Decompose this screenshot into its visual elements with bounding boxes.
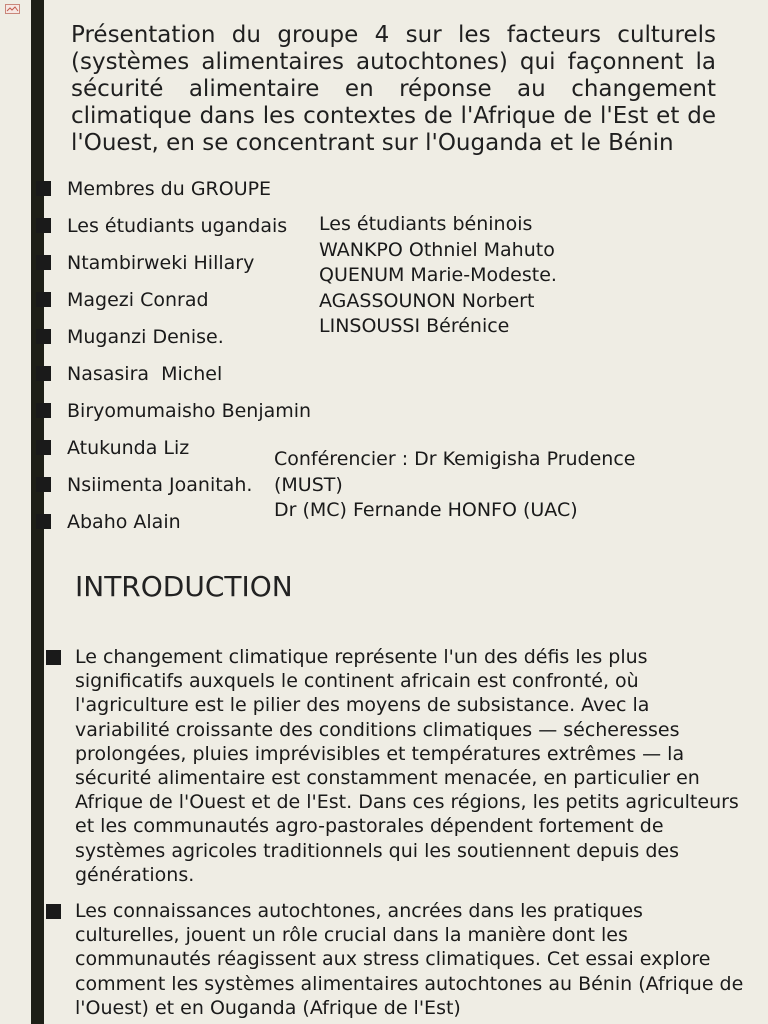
square-bullet-icon xyxy=(36,292,51,307)
lecturers-block xyxy=(274,447,635,524)
intro-paragraph-text: Les connaissances autochtones, ancrées dans les pratiques culturelles, jouent un rôle crucial dans la manière dont les communautés réagissent aux stress climatiques. Cet essai explore comment les systèmes alimentaires autochtones au Bénin (Afrique de l'Ouest) et en Ouganda (Afrique de l'Est) xyxy=(75,900,744,1019)
intro-paragraph xyxy=(46,899,746,1020)
square-bullet-icon xyxy=(36,514,51,529)
list-item-label: Membres du GROUPE xyxy=(67,177,272,200)
list-item-label: Atukunda Liz xyxy=(67,436,190,459)
benin-students-block xyxy=(319,212,557,340)
members-list xyxy=(36,170,311,540)
square-bullet-icon xyxy=(36,366,51,381)
list-item-label: Magezi Conrad xyxy=(67,288,209,311)
list-item-label: Biryomumaisho Benjamin xyxy=(67,399,312,422)
list-item xyxy=(36,503,311,540)
square-bullet-icon xyxy=(36,329,51,344)
list-item xyxy=(36,207,311,244)
benin-student-name: WANKPO Othniel Mahuto xyxy=(319,238,555,261)
broken-image-icon xyxy=(5,4,20,14)
benin-student-name: AGASSOUNON Norbert xyxy=(319,289,535,312)
list-item xyxy=(36,355,311,392)
page-title: Présentation du groupe 4 sur les facteurs culturels (systèmes alimentaires autochtones) qui façonnent la sécurité alimentaire en réponse au changement climatique dans les contextes de l'Afrique de l'Est et de l'Ouest, en se concentrant sur l'Ouganda et le Bénin xyxy=(71,22,716,156)
square-bullet-icon xyxy=(46,650,61,665)
square-bullet-icon xyxy=(36,218,51,233)
list-item xyxy=(36,392,311,429)
list-item-label: Nsiimenta Joanitah. xyxy=(67,473,253,496)
square-bullet-icon xyxy=(36,403,51,418)
benin-student-name: QUENUM Marie-Modeste. xyxy=(319,264,557,287)
square-bullet-icon xyxy=(36,255,51,270)
list-item-label: Ntambirweki Hillary xyxy=(67,251,255,274)
list-item xyxy=(36,318,311,355)
list-item-label: Les étudiants ugandais xyxy=(67,214,288,237)
list-item-label: Nasasira Michel xyxy=(67,362,223,385)
benin-student-name: LINSOUSSI Bérénice xyxy=(319,315,510,338)
intro-paragraph-text: Le changement climatique représente l'un des défis les plus significatifs auxquels le continent africain est confronté, où l'agriculture est le pilier des moyens de subsistance. Avec la variabilité croissante des conditions climatiques — sécheresses prolongées, pluies imprévisibles et températures extrêmes — la sécurité alimentaire est constamment menacée, en particulier en Afrique de l'Ouest et de l'Est. Dans ces régions, les petits agriculteurs et les communautés agro-pastorales dépendent fortement de systèmes agricoles traditionnels qui les soutiennent depuis des générations. xyxy=(75,646,739,886)
list-item xyxy=(36,429,311,466)
list-item xyxy=(36,281,311,318)
list-item-label: Abaho Alain xyxy=(67,510,181,533)
list-item-label: Muganzi Denise. xyxy=(67,325,224,348)
lecturer-affiliation: (MUST) xyxy=(274,473,343,496)
square-bullet-icon xyxy=(46,904,61,919)
list-item xyxy=(36,466,311,503)
benin-students-heading: Les étudiants béninois xyxy=(319,213,533,235)
square-bullet-icon xyxy=(36,181,51,196)
lecturer-line: Dr (MC) Fernande HONFO (UAC) xyxy=(274,499,578,522)
list-item xyxy=(36,244,311,281)
square-bullet-icon xyxy=(36,477,51,492)
list-item xyxy=(36,170,311,207)
square-bullet-icon xyxy=(36,440,51,455)
introduction-heading: INTRODUCTION xyxy=(75,570,293,603)
lecturer-line: Conférencier : Dr Kemigisha Prudence xyxy=(274,448,636,470)
intro-paragraph xyxy=(46,645,746,887)
